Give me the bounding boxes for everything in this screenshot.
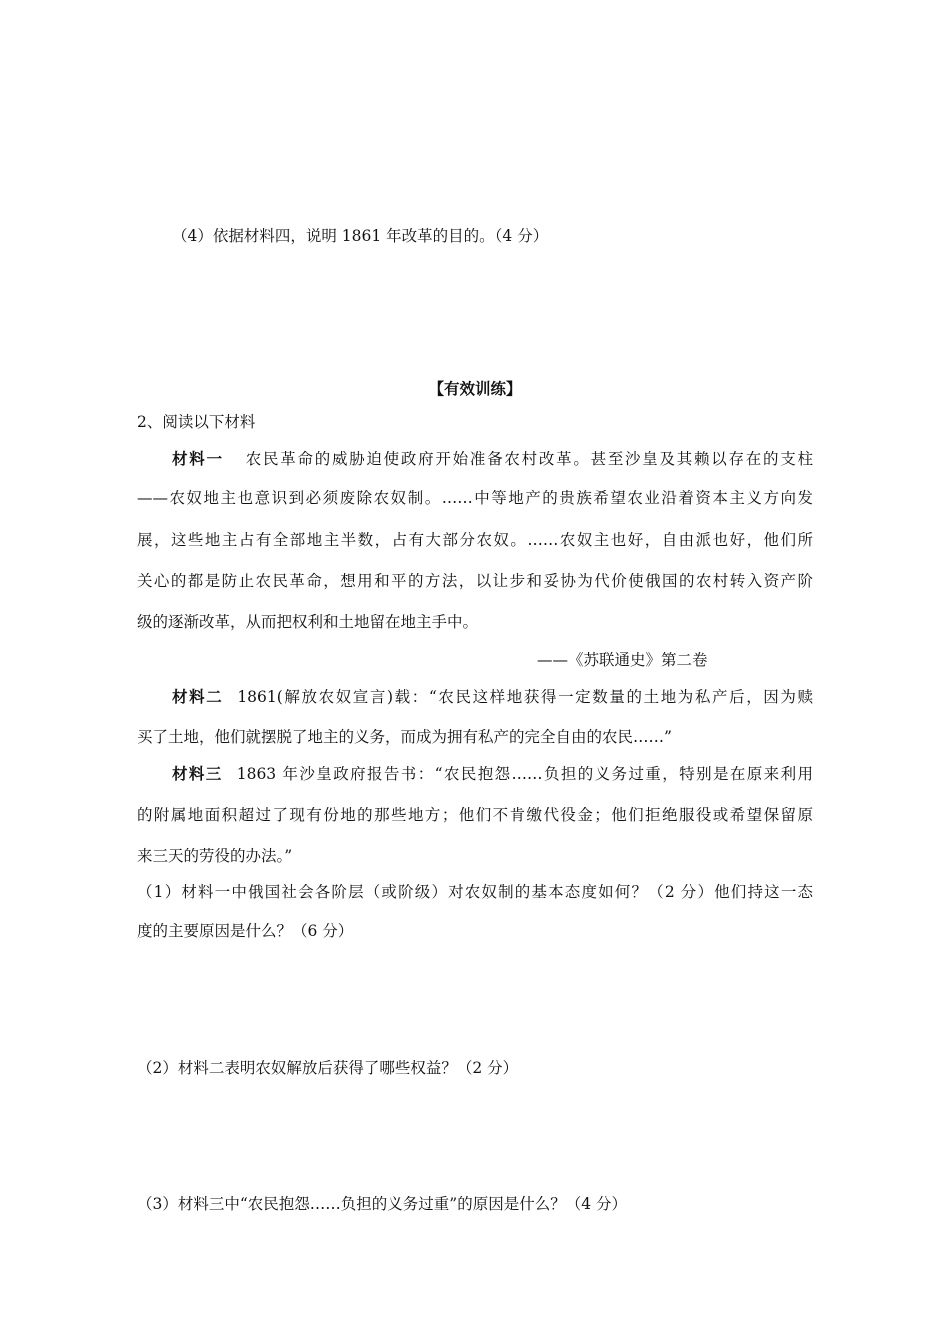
material1-line-5: 级的逐渐改革，从而把权利和土地留在地主手中。	[137, 613, 479, 631]
question-2-intro: 2、阅读以下材料	[137, 413, 256, 431]
material1-line-1	[172, 449, 813, 469]
question-4: （4）依据材料四，说明 1861 年改革的目的。（4 分）	[172, 227, 549, 245]
material3-label: 材料三	[172, 764, 223, 783]
material2-text-1: 1861(解放农奴宣言)载：“农民这样地获得一定数量的土地为私产后，因为赎	[237, 688, 813, 706]
material3-line-3: 来三天的劳役的办法。”	[137, 847, 293, 865]
question-2-sub: （2）材料二表明农奴解放后获得了哪些权益？（2 分）	[137, 1059, 519, 1077]
material3-text-1: 1863 年沙皇政府报告书：“农民抱怨……负担的义务过重，特别是在原来利用	[236, 765, 813, 783]
section-title: 【有效训练】	[428, 379, 522, 398]
material3-line-2: 的附属地面积超过了现有份地的那些地方；他们不肯缴代役金；他们拒绝服役或希望保留原	[137, 806, 813, 824]
material1-line-2: ——农奴地主也意识到必须废除农奴制。……中等地产的贵族希望农业沿着资本主义方向发	[137, 489, 813, 507]
material3-line-1	[172, 764, 813, 784]
material1-source: ——《苏联通史》第二卷	[537, 651, 708, 669]
material2-line-2: 买了土地，他们就摆脱了地主的义务，而成为拥有私产的完全自由的农民……”	[137, 728, 672, 746]
material1-label: 材料一	[172, 449, 224, 468]
question-1-line-1: （1）材料一中俄国社会各阶层（或阶级）对农奴制的基本态度如何？（2 分）他们持这一态	[137, 883, 813, 901]
material1-line-3: 展，这些地主占有全部地主半数，占有大部分农奴。……农奴主也好，自由派也好，他们所	[137, 531, 813, 549]
question-1-line-2: 度的主要原因是什么？（6 分）	[137, 922, 354, 940]
material1-text-1: 农民革命的威胁迫使政府开始准备农村改革。甚至沙皇及其赖以存在的支柱	[245, 450, 813, 468]
material2-line-1	[172, 687, 813, 707]
question-3-sub: （3）材料三中“农民抱怨……负担的义务过重”的原因是什么？（4 分）	[137, 1195, 628, 1213]
material1-line-4: 关心的都是防止农民革命，想用和平的方法，以让步和妥协为代价使俄国的农村转入资产阶	[137, 572, 813, 590]
material2-label: 材料二	[172, 687, 224, 706]
